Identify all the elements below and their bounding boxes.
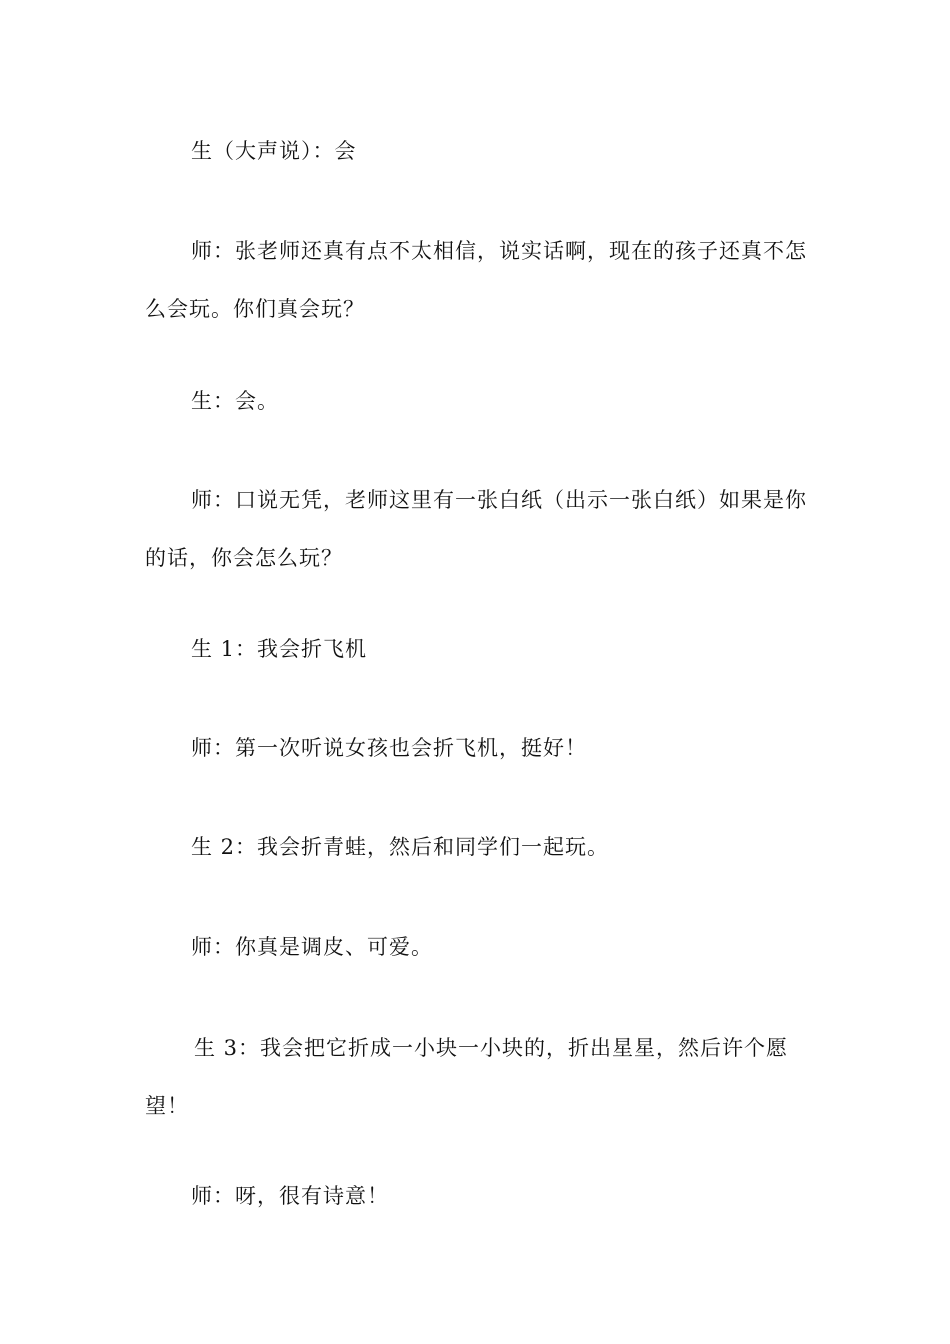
dialogue-line-student-3: 生 3：我会把它折成一小块一小块的，折出星星，然后许个愿望！ — [145, 1036, 789, 1118]
dialogue-line-student-1: 生 1：我会折飞机 — [191, 637, 368, 661]
dialogue-line-teacher-reply-2: 师：你真是调皮、可爱。 — [191, 935, 433, 959]
dialogue-line-teacher-reply-3: 师：呀，很有诗意！ — [191, 1184, 389, 1208]
dialogue-line-teacher-doubt: 师：张老师还真有点不太相信，说实话啊，现在的孩子还真不怎么会玩。你们真会玩？ — [145, 239, 807, 321]
dialogue-line-student-yes: 生：会。 — [191, 389, 279, 413]
dialogue-line-teacher-reply-1: 师：第一次听说女孩也会折飞机，挺好！ — [191, 736, 587, 760]
dialogue-line-student-2: 生 2：我会折青蛙，然后和同学们一起玩。 — [191, 835, 610, 859]
dialogue-line-teacher-paper: 师：口说无凭，老师这里有一张白纸（出示一张白纸）如果是你的话，你会怎么玩？ — [145, 488, 807, 570]
dialogue-line-student-loud: 生（大声说）：会 — [191, 139, 357, 163]
